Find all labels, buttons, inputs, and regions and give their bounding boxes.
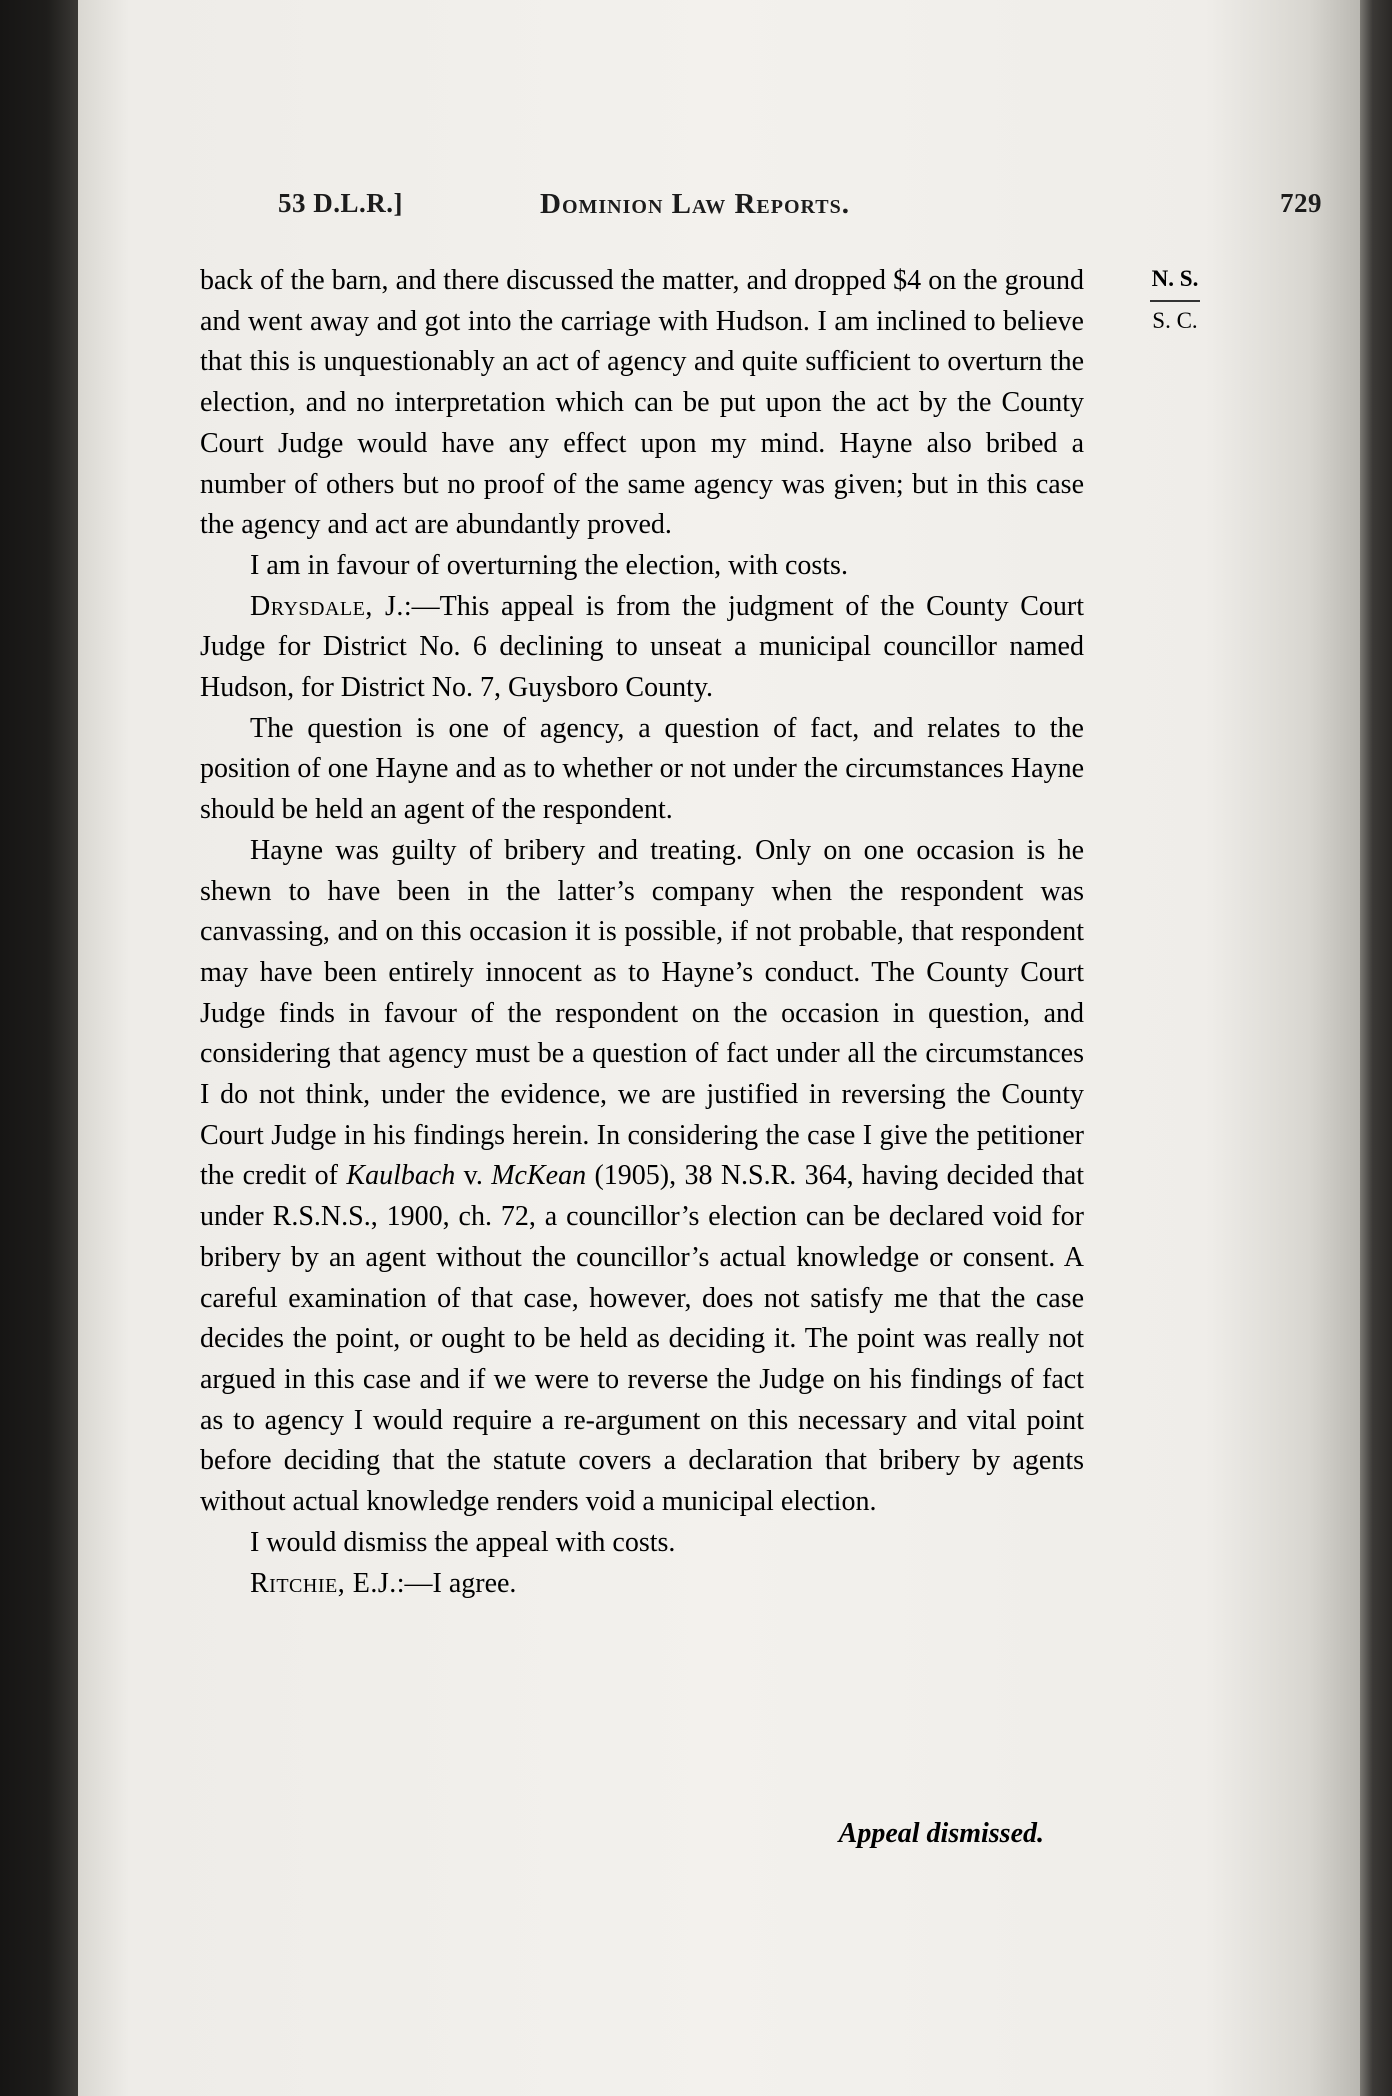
binding-edge-right: [1360, 0, 1392, 2096]
paragraph-ritchie-text: :—I agree.: [396, 1567, 517, 1599]
paragraph-hayne: [200, 831, 1084, 1523]
case-name-mckean: McKean: [491, 1160, 587, 1192]
case-name-kaulbach: Kaulbach: [346, 1160, 456, 1192]
paragraph-conclusion: I am in favour of overturning the election, with costs.: [250, 549, 848, 581]
paragraph-question: The question is one of agency, a question of fact, and relates to the position of one Hayne and as to whether or not under the circumstances Hayne should be held an agent of the respondent.: [200, 712, 1084, 826]
judge-name-ritchie: Ritchie, E.J.: [250, 1567, 397, 1599]
judgment-body: [200, 261, 1084, 1604]
paragraph-dismiss: I would dismiss the appeal with costs.: [250, 1526, 676, 1558]
volume-reference: 53 D.L.R.]: [278, 188, 403, 218]
paragraph-ritchie: [200, 1564, 1084, 1605]
page-number: 729: [1280, 188, 1322, 218]
paragraph-drysdale: [200, 587, 1084, 709]
court-side-note: [1140, 262, 1210, 338]
case-versus: v.: [463, 1160, 483, 1192]
judge-name-drysdale: Drysdale, J.: [250, 590, 404, 622]
paragraph-hayne-text-a: Hayne was guilty of bribery and treating. Only on one occasion is he shewn to have been in the latter’s company when the respondent was canvassing, and on this occasion it is possible, if not probable, that respondent may have been entirely innocent as to Hayne’s conduct. The County Court Judge finds in favour of the respondent on the occasion in question, and considering that agency must be a question of fact under all the circumstances I do not think, under the evidence, we are justified in reversing the County Court Judge in his findings herein. In considering the case I give the petitioner the credit of: [200, 834, 1084, 1192]
court-province: N. S.: [1151, 266, 1199, 291]
reporter-title: Dominion Law Reports.: [540, 188, 850, 220]
binding-edge-left: [0, 0, 78, 2096]
disposition: Appeal dismissed.: [838, 1818, 1044, 1849]
running-head: [278, 188, 1328, 228]
paragraph-drysdale-text: :—This appeal is from the judgment of the County Court Judge for District No. 6 declining to unseat a municipal councillor named Hudson, for District No. 7, Guysboro County.: [200, 590, 1084, 704]
paragraph-hayne-text-b: (1905), 38 N.S.R. 364, having decided that under R.S.N.S., 1900, ch. 72, a councillor’s election can be declared void for bribery by an agent without the councillor’s actual knowledge or consent. A careful examination of that case, however, does not satisfy me that the case decides the point, or ought to be held as deciding it. The point was really not argued in this case and if we were to reverse the Judge on his findings of fact as to agency I would require a re-argument on this necessary and vital point before deciding that the statute covers a declaration that bribery by agents without actual knowledge renders void a municipal election.: [200, 1160, 1085, 1518]
paragraph-continuation: back of the barn, and there discussed the matter, and dropped $4 on the ground and went away and got into the carriage with Hudson. I am inclined to believe that this is unquestionably an act of agency and quite sufficient to overturn the election, and no interpretation which can be put upon the act by the County Court Judge would have any effect upon my mind. Hayne also bribed a number of others but no proof of the same agency was given; but in this case the agency and act are abundantly proved.: [200, 265, 1084, 541]
court-name: S. C.: [1152, 308, 1198, 333]
side-note-rule: [1150, 300, 1200, 302]
